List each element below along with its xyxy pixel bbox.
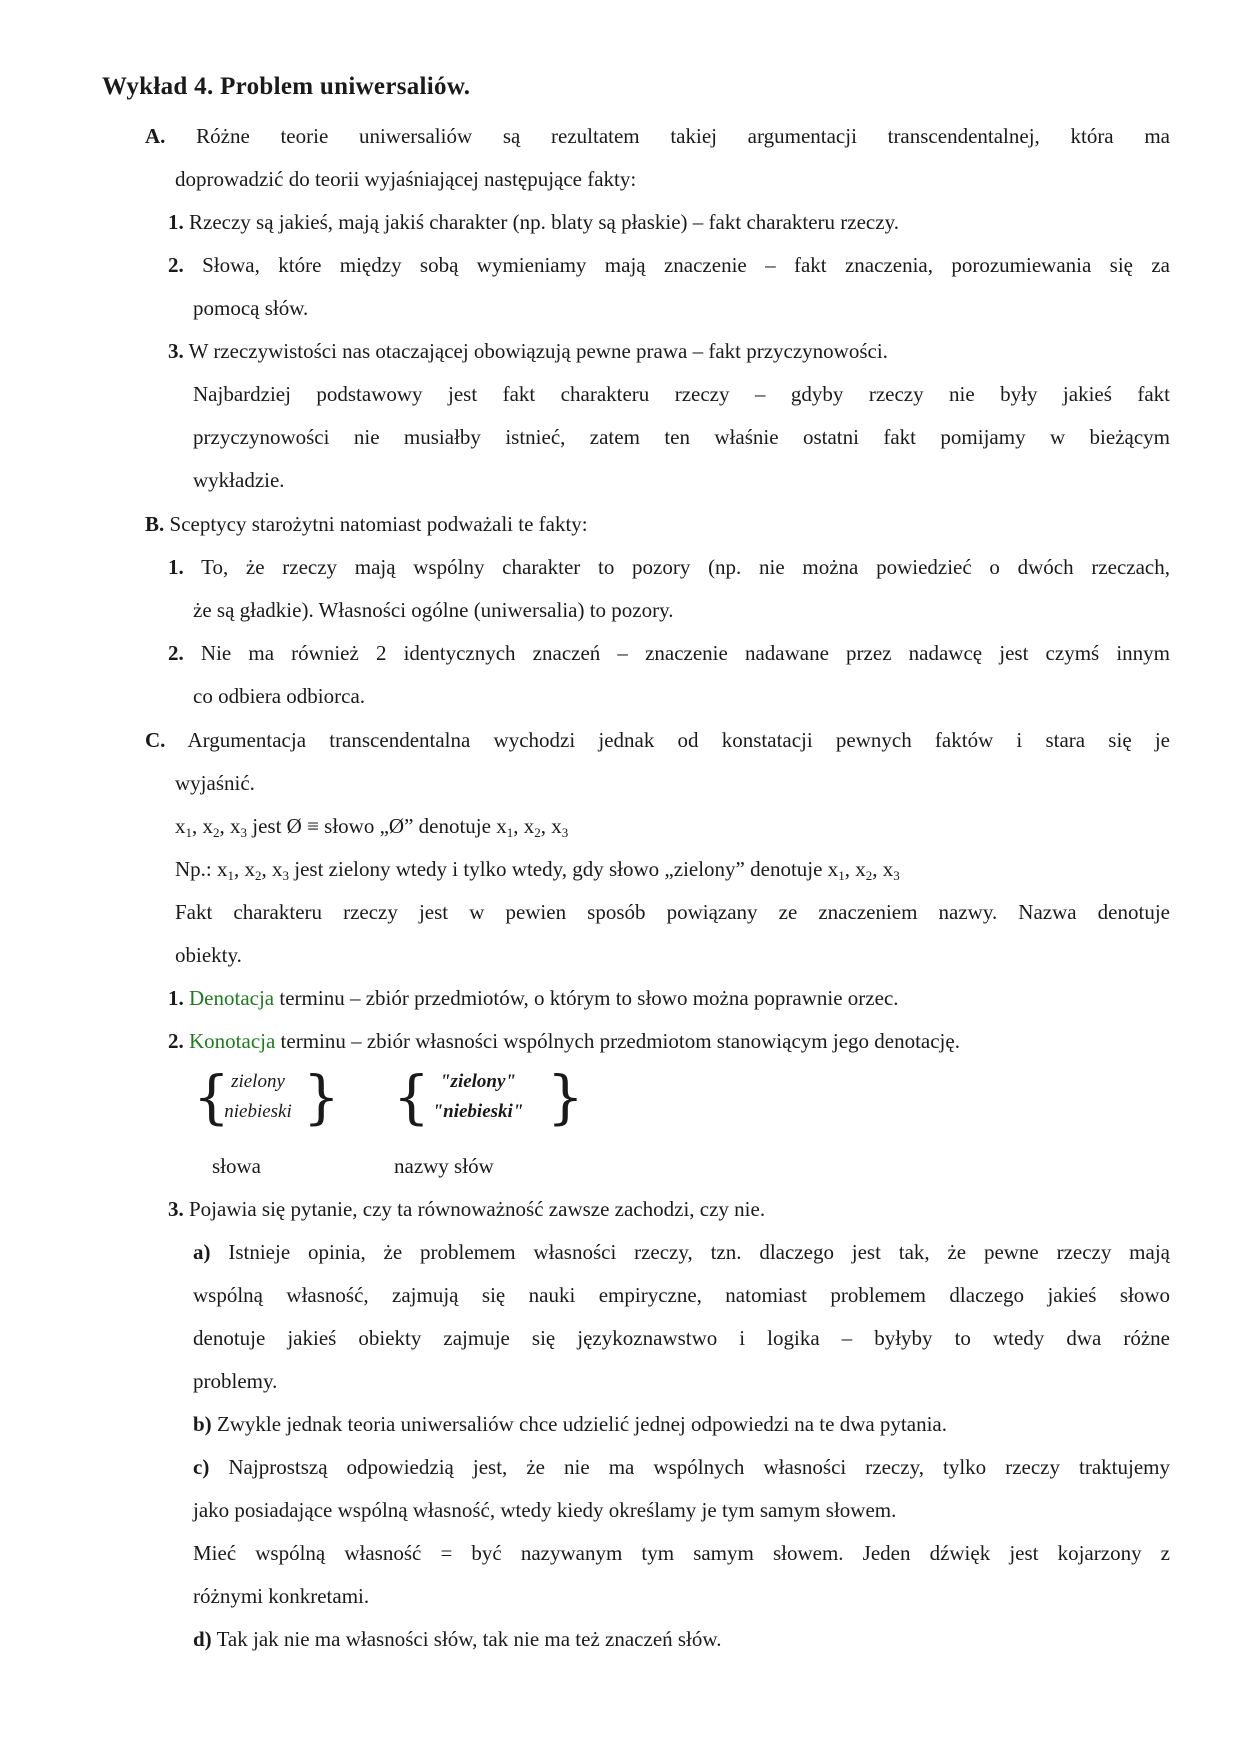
- section-b-label: B.: [145, 512, 165, 536]
- left-brace-close: }: [303, 1063, 340, 1131]
- section-a-label: A.: [145, 124, 166, 148]
- section-a-item-3: 3. W rzeczywistości nas otaczającej obowiązują pewne prawa – fakt przyczynowości.: [168, 339, 888, 363]
- section-a-item-1: 1. Rzeczy są jakieś, mają jakiś charakter (np. blaty są płaskie) – fakt charakteru rzeczy.: [168, 210, 899, 234]
- connotation-term: Konotacja: [189, 1029, 276, 1053]
- denotation-definition: 1. Denotacja terminu – zbiór przedmiotów, o którym to słowo można poprawnie orzec.: [168, 986, 899, 1010]
- section-a-paragraph-line3: wykładzie.: [193, 468, 285, 492]
- point-c-line1: c) Najprostszą odpowiedzią jest, że nie ma wspólnych własności rzeczy, tylko rzeczy traktujemy: [193, 1455, 1170, 1479]
- section-b-item-2-line2: co odbiera odbiorca.: [193, 684, 366, 708]
- page-title: Wykład 4. Problem uniwersaliów.: [102, 73, 471, 100]
- caption-word-names: nazwy słów: [394, 1154, 494, 1178]
- section-b-item-2-line1: 2. Nie ma również 2 identycznych znaczeń – znaczenie nadawane przez nadawcę jest czymś innym: [168, 641, 1171, 665]
- section-a-paragraph-line2: przyczynowości nie musiałby istnieć, zatem ten właśnie ostatni fakt pomijamy w bieżącym: [193, 425, 1170, 449]
- left-brace-open: {: [193, 1063, 230, 1131]
- section-a-intro-line2: doprowadzić do teorii wyjaśniającej następujące fakty:: [175, 167, 637, 191]
- right-brace-open: {: [393, 1063, 430, 1131]
- point-b: b) Zwykle jednak teoria uniwersaliów chce udzielić jednej odpowiedzi na te dwa pytania.: [193, 1412, 947, 1436]
- section-c-label: C.: [145, 728, 166, 752]
- section-b-item-1-line2: że są gładkie). Własności ogólne (uniwersalia) to pozory.: [193, 598, 674, 622]
- section-a-item-2-line2: pomocą słów.: [193, 296, 309, 320]
- formula-line-2: Np.: $x_1$, $x_2$, $x_3$ jest zielony wtedy i tylko wtedy, gdy słowo „zielony” denotuje $x_1$, $x_2$, $x_3$: [175, 857, 900, 883]
- point-a-line3: denotuje jakieś obiekty zajmuje się językoznawstwo i logika – byłyby to wtedy dwa różne: [193, 1326, 1170, 1350]
- fact-paragraph-line2: obiekty.: [175, 943, 242, 967]
- caption-words: słowa: [212, 1154, 261, 1178]
- right-brace-close: }: [547, 1063, 584, 1131]
- words-set-item: niebieski: [224, 1101, 292, 1122]
- point-a-line1: a) Istnieje opinia, że problemem własności rzeczy, tzn. dlaczego jest tak, że pewne rzeczy mają: [193, 1240, 1170, 1264]
- words-set-item: zielony: [231, 1071, 285, 1092]
- point-d: d) Tak jak nie ma własności słów, tak nie ma też znaczeń słów.: [193, 1627, 722, 1651]
- point-c-line4: różnymi konkretami.: [193, 1584, 370, 1608]
- words-set: [210, 1067, 306, 1127]
- denotation-term: Denotacja: [189, 986, 275, 1010]
- section-a-intro-line1: A. Różne teorie uniwersaliów są rezultatem takiej argumentacji transcendentalnej, która ma: [145, 124, 1170, 148]
- connotation-definition: 2. Konotacja terminu – zbiór własności wspólnych przedmiotom stanowiącym jego denotację.: [168, 1029, 960, 1053]
- point-c-line2: jako posiadające wspólną własność, wtedy kiedy określamy je tym samym słowem.: [193, 1498, 897, 1522]
- word-names-set: [410, 1067, 546, 1127]
- point-a-line4: problemy.: [193, 1369, 278, 1393]
- section-c-item-3: 3. Pojawia się pytanie, czy ta równoważność zawsze zachodzi, czy nie.: [168, 1197, 766, 1221]
- fact-paragraph-line1: Fakt charakteru rzeczy jest w pewien sposób powiązany ze znaczeniem nazwy. Nazwa denotuje: [175, 900, 1170, 924]
- section-a-paragraph-line1: Najbardziej podstawowy jest fakt charakteru rzeczy – gdyby rzeczy nie były jakieś fakt: [193, 382, 1170, 406]
- formula-line-1: $x_1$, $x_2$, $x_3$ jest Ø ≡ słowo „Ø” denotuje $x_1$, $x_2$, $x_3$: [175, 814, 569, 840]
- word-names-set-item: "zielony": [440, 1071, 516, 1092]
- section-b-intro: B. Sceptycy starożytni natomiast podważali te fakty:: [145, 512, 588, 536]
- point-a-line2: wspólną własność, zajmują się nauki empiryczne, natomiast problemem dlaczego jakieś słowo: [193, 1283, 1170, 1307]
- word-names-set-item: "niebieski": [432, 1101, 524, 1122]
- section-c-intro-line2: wyjaśnić.: [175, 771, 255, 795]
- section-c-intro-line1: C. Argumentacja transcendentalna wychodzi jednak od konstatacji pewnych faktów i stara się je: [145, 728, 1170, 752]
- point-c-line3: Mieć wspólną własność = być nazywanym tym samym słowem. Jeden dźwięk jest kojarzony z: [193, 1541, 1170, 1565]
- section-b-item-1-line1: 1. To, że rzeczy mają wspólny charakter to pozory (np. nie można powiedzieć o dwóch rzeczach,: [168, 555, 1170, 579]
- section-a-item-2-line1: 2. Słowa, które między sobą wymieniamy mają znaczenie – fakt znaczenia, porozumiewania się za: [168, 253, 1170, 277]
